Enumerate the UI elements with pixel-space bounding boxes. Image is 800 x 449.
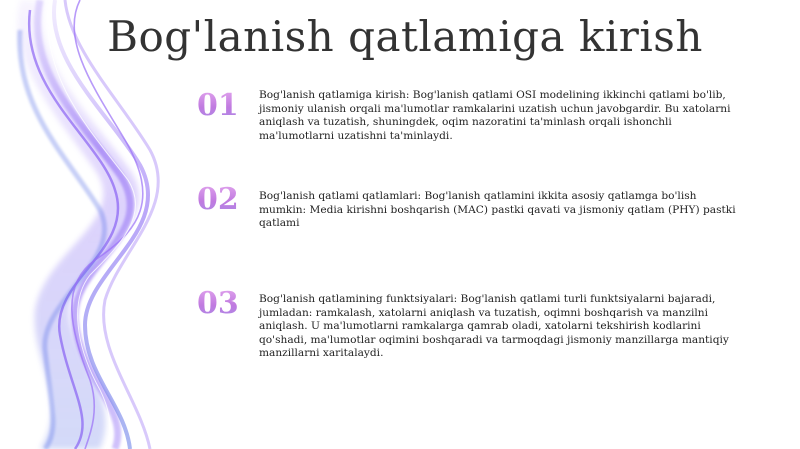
- item-number: 03: [197, 286, 247, 321]
- item-text: Bog'lanish qatlami qatlamlari: Bog'lanish qatlamini ikkita asosiy qatlamga bo'lish mumkin: Media kirishni boshqarish (MAC) pastki qavati va jismoniy qatlam (PHY) pastki qatlami: [259, 190, 736, 230]
- item-number: 02: [197, 182, 247, 217]
- item-text: Bog'lanish qatlamiga kirish: Bog'lanish qatlami OSI modelining ikkinchi qatlami bo'lib, jismoniy ulanish orqali ma'lumotlar ramkalarini uzatish uchun javobgardir. Bu xatolarni aniqlash va tuzatish, shuningdek, oqim nazoratini ta'minlash orqali ishonchli ma'lumotlarni uzatishni ta'minlaydi.: [259, 89, 731, 142]
- slide-title: Bog'lanish qatlamiga kirish: [107, 12, 703, 61]
- purple-smoke-ribbon-icon: [0, 0, 200, 449]
- item-number: 01: [197, 88, 247, 123]
- item-text: Bog'lanish qatlamining funktsiyalari: Bog'lanish qatlami turli funktsiyalarni bajaradi, jumladan: ramkalash, xatolarni aniqlash va tuzatish, oqimni boshqarish va manzilni aniqlash. U ma'lumotlarni ramkalarga qamrab oladi, xatolarni tekshirish kodlarini qo'shadi, ma'lumotlar oqimini boshqaradi va tarmoqdagi jismoniy manzillarga mantiqiy manzillarni xaritalaydi.: [259, 293, 729, 360]
